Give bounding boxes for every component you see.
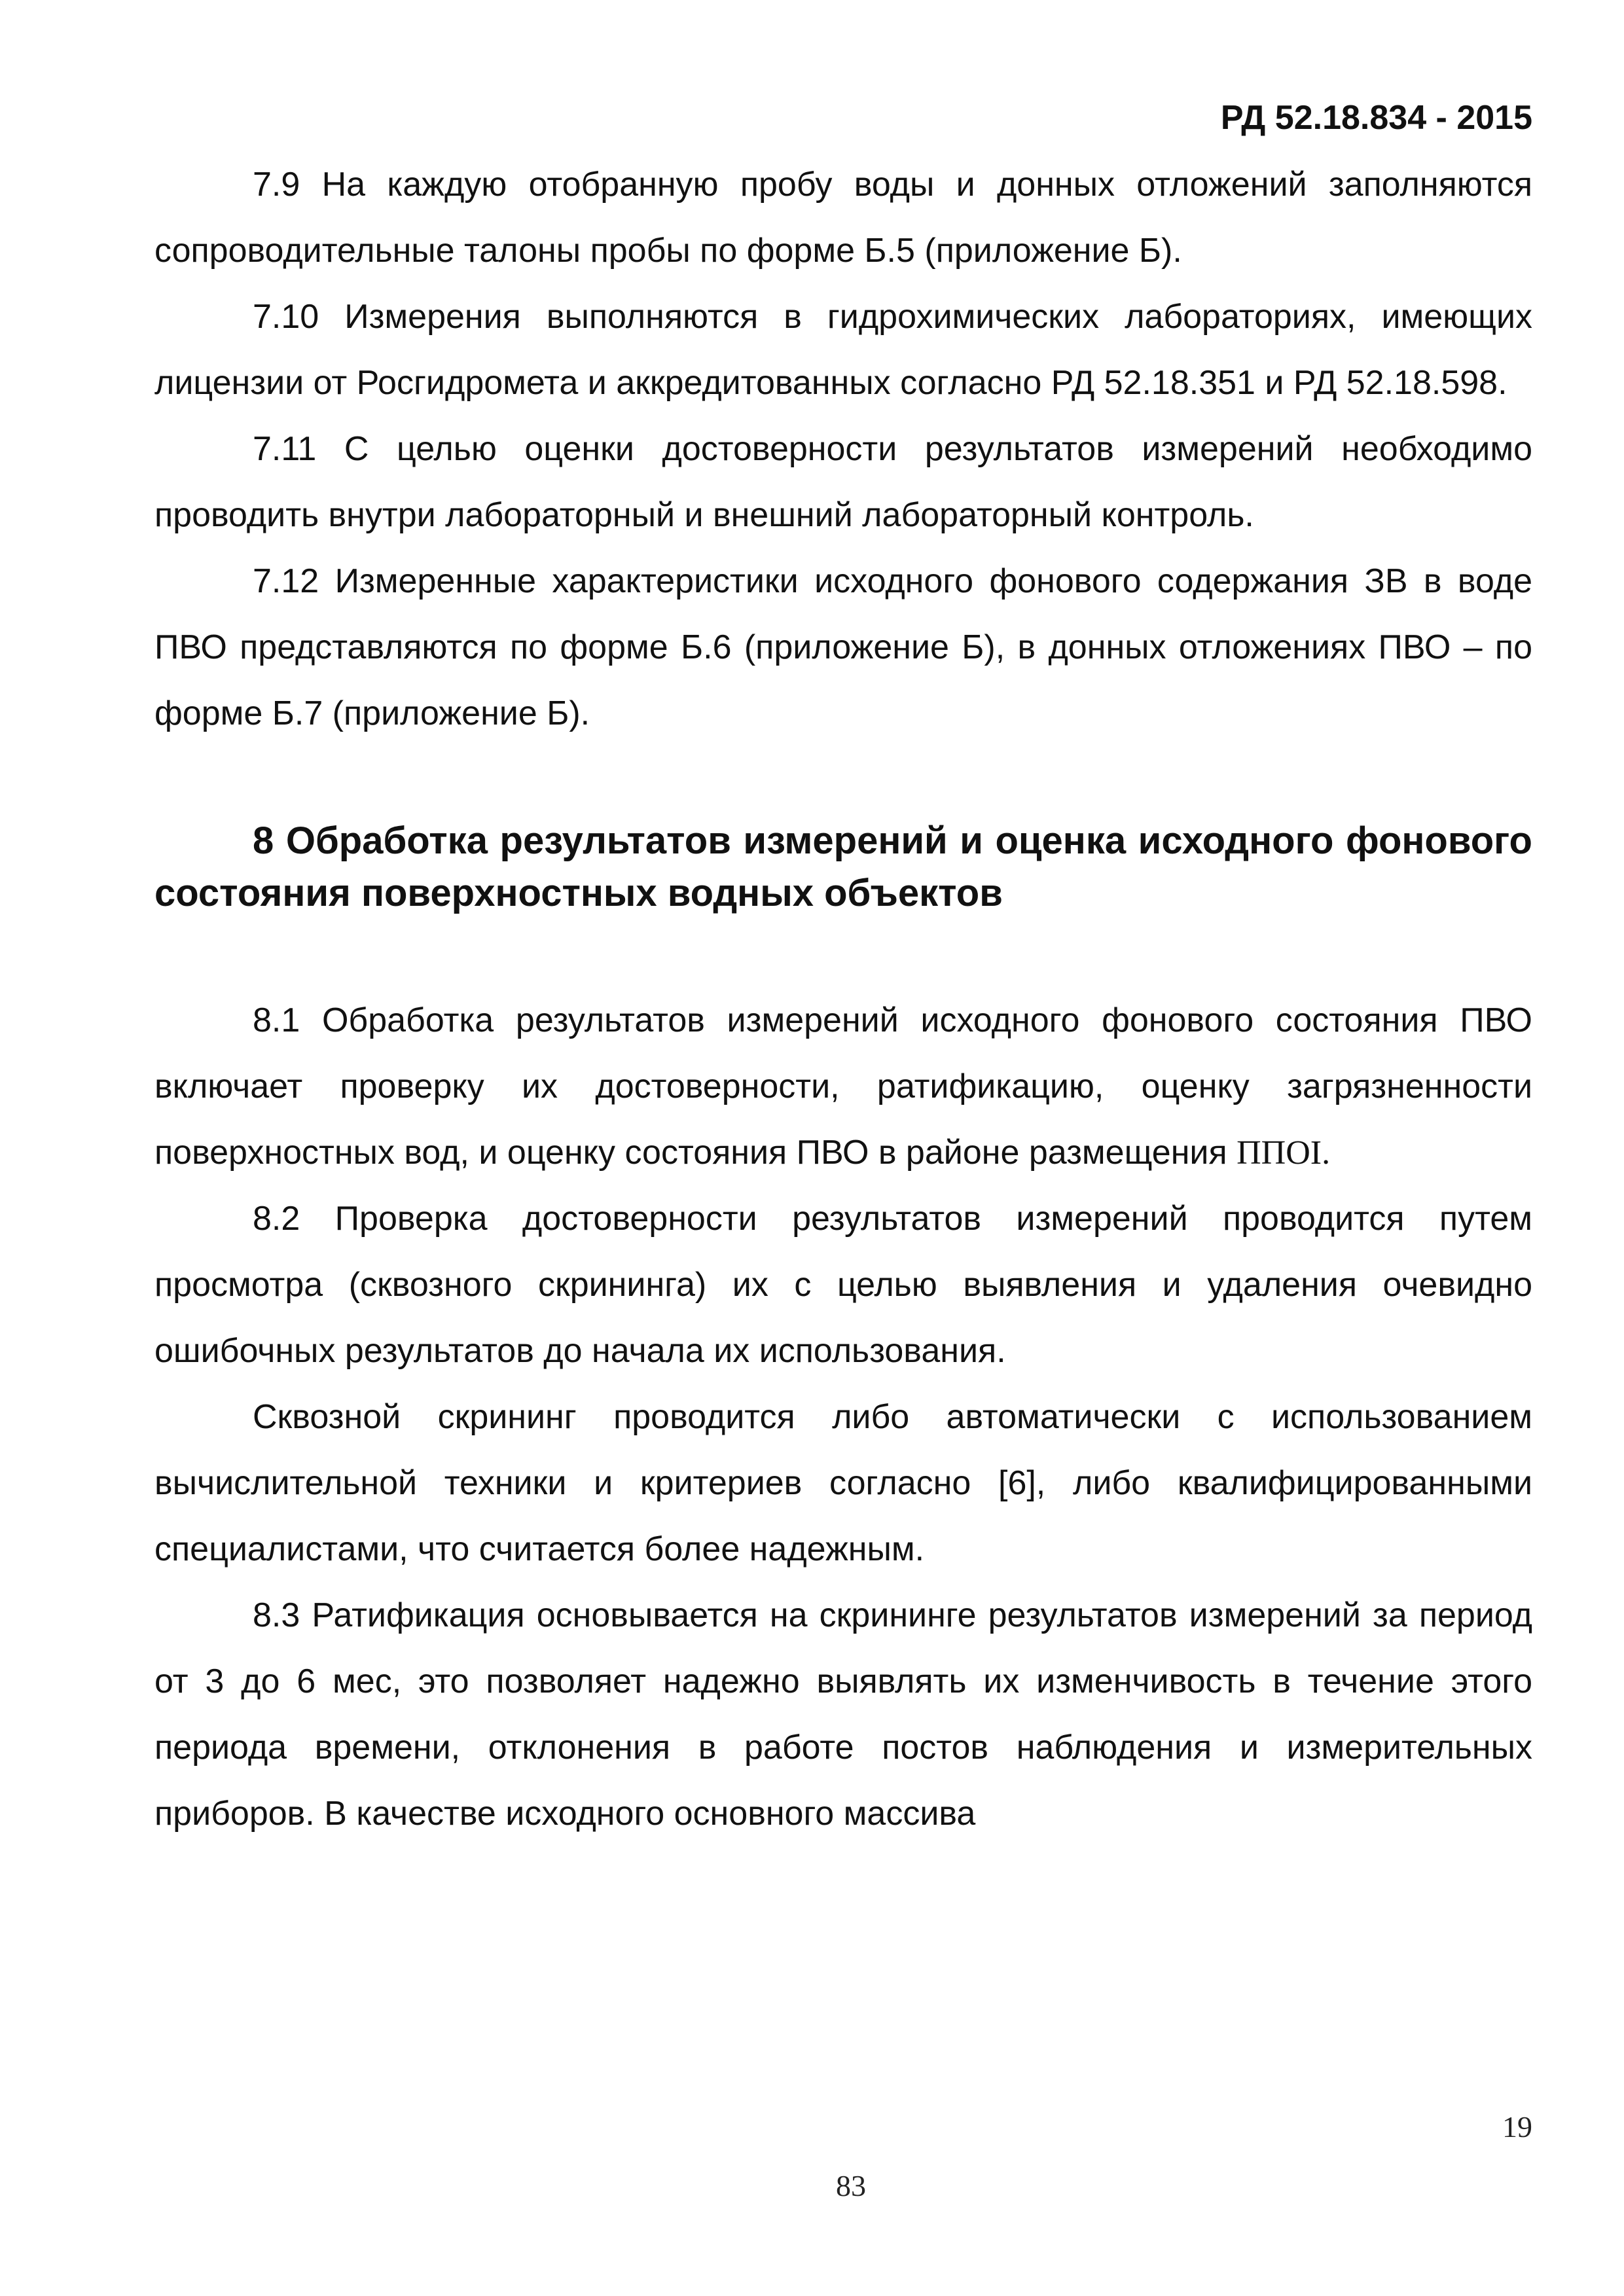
inner-page-number: 19 [1502,2110,1532,2144]
outer-page-number: 83 [836,2169,866,2202]
paragraph-7-11: 7.11 С целью оценки достоверности результатов измерений необходимо проводить внутри лабораторный и внешний лабораторный контроль. [154,430,1532,534]
paragraph-8-1 [154,988,1532,1186]
paragraph-8-3: 8.3 Ратификация основывается на скрининге результатов измерений за период от 3 до 6 мес, это позволяет надежно выявлять их изменчивость в течение этого периода времени, отклонения в работе постов наблюдения и измерительных приборов. В качестве исходного основного массива [154,1596,1532,1833]
section-8-heading: 8 Обработка результатов измерений и оценка исходного фонового состояния поверхностных водных объектов [154,819,1532,914]
paragraph-8-1-abbreviation: ППОI. [1236,1134,1331,1172]
paragraph-screening: Сквозной скрининг проводится либо автоматически с использованием вычислительной техники и критериев согласно [6], либо квалифицированными специалистами, что считается более надежным. [154,1398,1532,1568]
paragraph-7-12: 7.12 Измеренные характеристики исходного фонового содержания ЗВ в воде ПВО представляются по форме Б.6 (приложение Б), в донных отложениях ПВО – по форме Б.7 (приложение Б). [154,562,1532,732]
paragraph-7-9: 7.9 На каждую отобранную пробу воды и донных отложений заполняются сопроводительные талоны пробы по форме Б.5 (приложение Б). [154,166,1532,270]
paragraph-8-1-text: 8.1 Обработка результатов измерений исходного фонового состояния ПВО включает проверку их достоверности, ратификацию, оценку загрязненности поверхностных вод, и оценку состояния ПВО в районе размещения [154,1001,1532,1172]
page-body [154,152,1532,1847]
paragraph-7-10: 7.10 Измерения выполняются в гидрохимических лабораториях, имеющих лицензии от Росгидромета и аккредитованных согласно РД 52.18.351 и РД 52.18.598. [154,298,1532,402]
document-code-header: РД 52.18.834 - 2015 [1220,99,1532,137]
paragraph-8-2: 8.2 Проверка достоверности результатов измерений проводится путем просмотра (сквозного скрининга) их с целью выявления и удаления очевидно ошибочных результатов до начала их использования. [154,1200,1532,1370]
